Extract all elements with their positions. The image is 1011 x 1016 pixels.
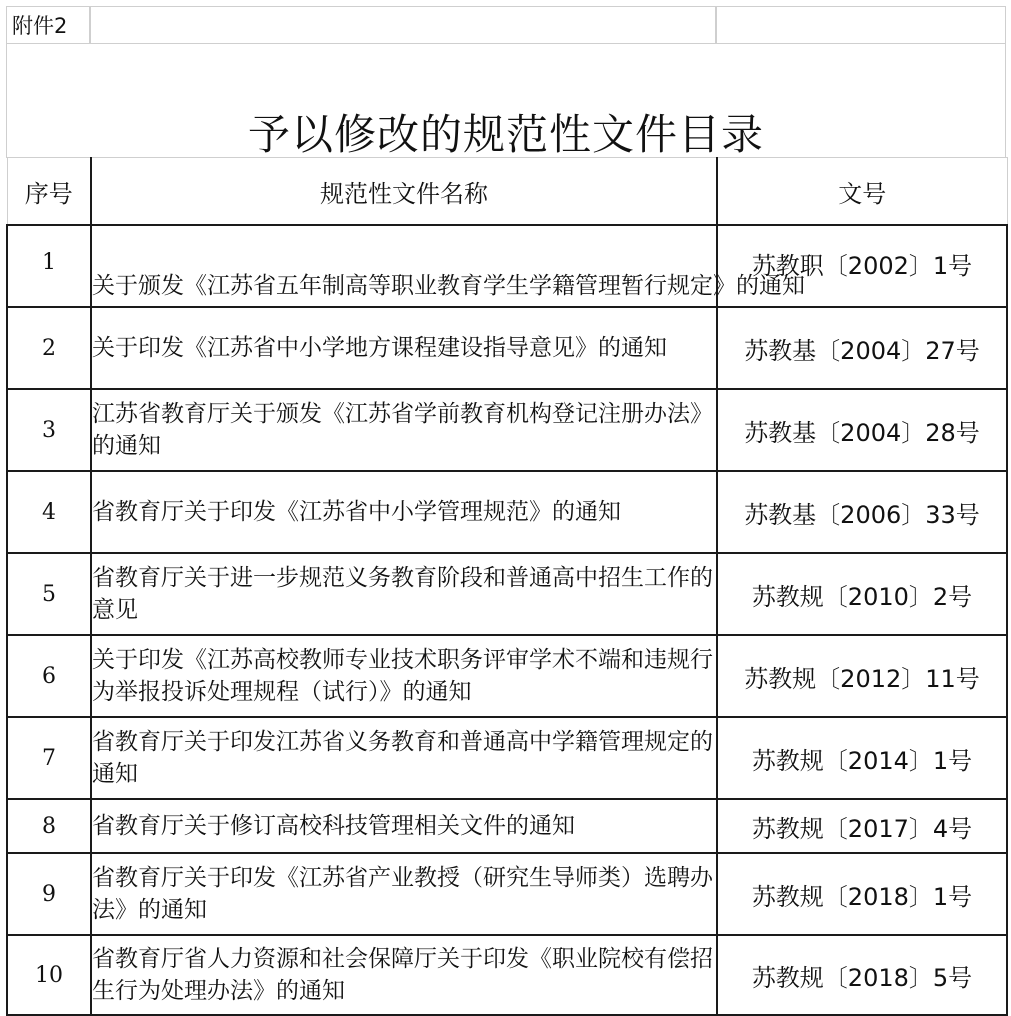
row-name: 省教育厅关于进一步规范义务教育阶段和普通高中招生工作的意见 [91, 553, 717, 635]
row-no: 6 [7, 635, 91, 717]
row-name: 省教育厅关于印发江苏省义务教育和普通高中学籍管理规定的通知 [91, 717, 717, 799]
table-row [7, 307, 1007, 389]
row-name: 关于印发《江苏高校教师专业技术职务评审学术不端和违规行为举报投诉处理规程（试行）》的通知 [91, 635, 717, 717]
row-no: 3 [7, 389, 91, 471]
attachment-label: 附件2 [12, 14, 68, 38]
table-header-row [7, 158, 1007, 226]
table-row [7, 935, 1007, 1015]
table-row [7, 853, 1007, 935]
row-name: 省教育厅关于修订高校科技管理相关文件的通知 [91, 799, 717, 853]
row-no: 1 [7, 225, 91, 307]
row-code: 苏教规〔2012〕11号 [717, 635, 1007, 717]
header-no: 序号 [7, 158, 91, 226]
row-name: 江苏省教育厅关于颁发《江苏省学前教育机构登记注册办法》的通知 [91, 389, 717, 471]
table-row [7, 225, 1007, 307]
row-code: 苏教规〔2014〕1号 [717, 717, 1007, 799]
row-code: 苏教职〔2002〕1号 [717, 225, 1007, 307]
attachment-row [6, 6, 1006, 44]
row-no: 5 [7, 553, 91, 635]
row-code: 苏教规〔2010〕2号 [717, 553, 1007, 635]
row-code: 苏教规〔2018〕5号 [717, 935, 1007, 1015]
row-code: 苏教基〔2004〕27号 [717, 307, 1007, 389]
row-name: 关于颁发《江苏省五年制高等职业教育学生学籍管理暂行规定》的通知 [91, 225, 717, 307]
row-code: 苏教基〔2004〕28号 [717, 389, 1007, 471]
empty-cell [716, 6, 1006, 44]
row-name: 省教育厅省人力资源和社会保障厅关于印发《职业院校有偿招生行为处理办法》的通知 [91, 935, 717, 1015]
header-code: 文号 [717, 158, 1007, 226]
row-no: 2 [7, 307, 91, 389]
attachment-cell [6, 6, 90, 44]
row-no: 10 [7, 935, 91, 1015]
table-row [7, 799, 1007, 853]
row-code: 苏教规〔2018〕1号 [717, 853, 1007, 935]
row-name: 关于印发《江苏省中小学地方课程建设指导意见》的通知 [91, 307, 717, 389]
table-row [7, 389, 1007, 471]
table-row [7, 635, 1007, 717]
row-no: 9 [7, 853, 91, 935]
table-row [7, 553, 1007, 635]
page-title: 予以修改的规范性文件目录 [247, 110, 764, 159]
row-no: 7 [7, 717, 91, 799]
row-name: 省教育厅关于印发《江苏省中小学管理规范》的通知 [91, 471, 717, 553]
table-row [7, 717, 1007, 799]
row-no: 4 [7, 471, 91, 553]
document-table [6, 157, 1008, 1016]
row-code: 苏教基〔2006〕33号 [717, 471, 1007, 553]
row-name: 省教育厅关于印发《江苏省产业教授（研究生导师类）选聘办法》的通知 [91, 853, 717, 935]
empty-cell [90, 6, 716, 44]
table-row [7, 471, 1007, 553]
header-name: 规范性文件名称 [91, 158, 717, 226]
title-area [6, 44, 1006, 158]
row-code: 苏教规〔2017〕4号 [717, 799, 1007, 853]
row-no: 8 [7, 799, 91, 853]
